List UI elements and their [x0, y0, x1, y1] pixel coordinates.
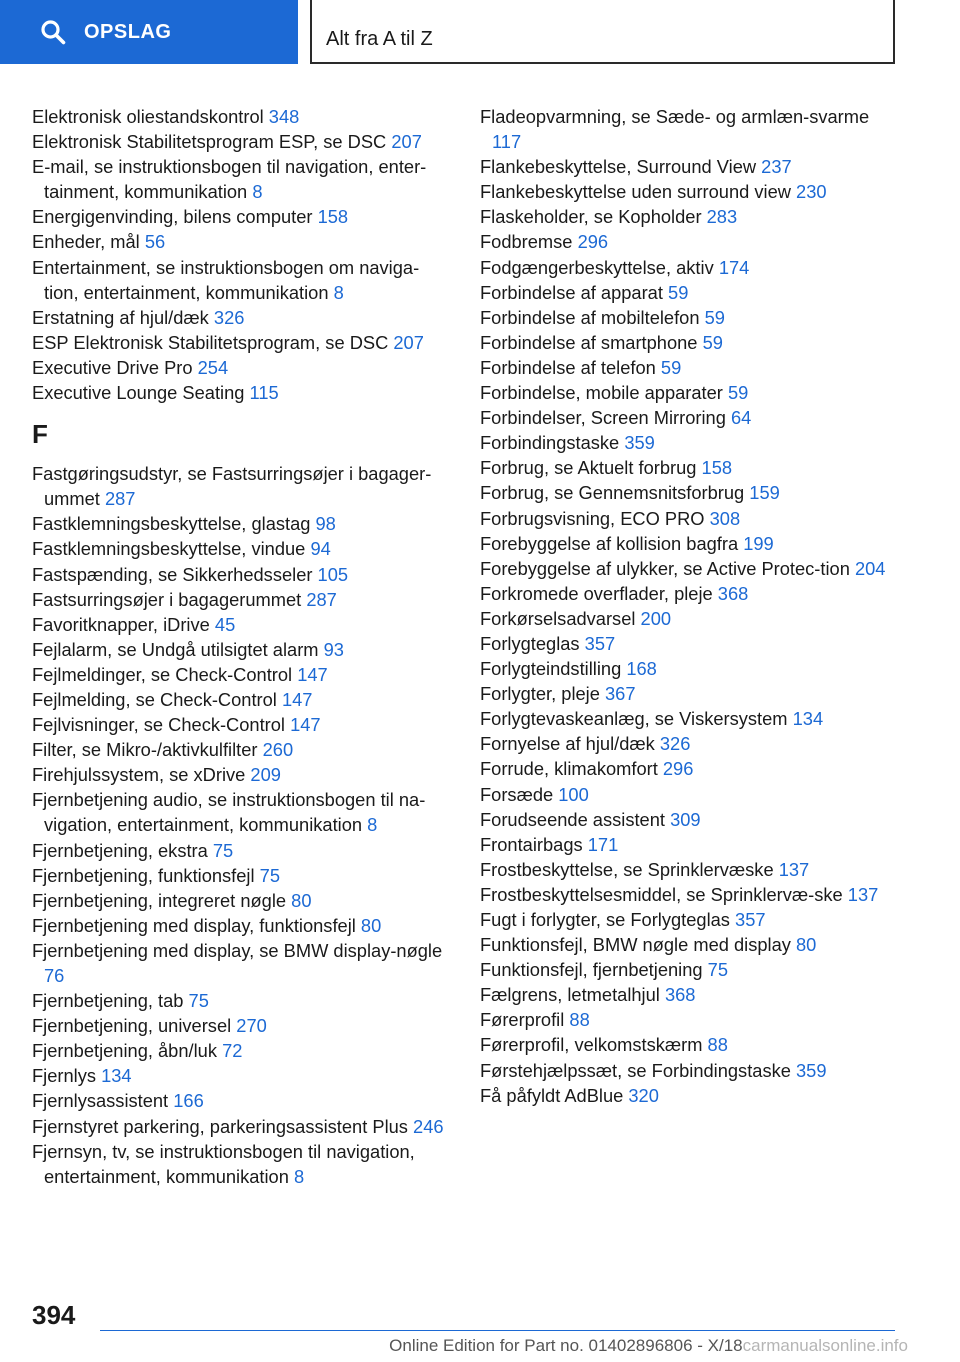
index-page-link[interactable]: 8 — [333, 281, 344, 303]
index-page-link[interactable]: 147 — [281, 688, 313, 710]
index-entry-text: Forlygteglas — [480, 632, 580, 654]
index-page-link[interactable]: 174 — [718, 256, 750, 278]
index-entry-text: E-mail, se instruktionsbogen til navigation, enter-tainment, kommunikation — [32, 156, 427, 203]
index-entry — [480, 556, 900, 581]
index-entry-text: Fjernlysassistent — [32, 1090, 169, 1112]
index-entry — [480, 1032, 900, 1057]
edition-text: Online Edition for Part no. 01402896806 - X/18 — [389, 1336, 743, 1355]
index-page-link[interactable]: 117 — [492, 131, 522, 153]
index-page-link[interactable]: 80 — [360, 914, 382, 936]
index-entry-text: Fælgrens, letmetalhjul — [480, 984, 660, 1006]
index-entry — [32, 1088, 452, 1113]
index-page-link[interactable]: 357 — [735, 909, 766, 930]
index-entry — [480, 179, 900, 204]
index-page-link[interactable]: 134 — [792, 708, 824, 730]
index-entry — [480, 104, 900, 154]
index-entry — [480, 1058, 900, 1083]
index-entry — [32, 1139, 452, 1189]
index-entry-text: Forbindelser, Screen Mirroring — [480, 407, 726, 429]
index-page-link[interactable]: 166 — [173, 1090, 204, 1112]
index-page-link[interactable]: 368 — [664, 984, 696, 1006]
index-entry-text: Fjernbetjening, åbn/luk — [32, 1040, 217, 1062]
index-entry — [480, 506, 900, 531]
index-page-link[interactable]: 237 — [761, 156, 792, 178]
index-entry — [480, 681, 900, 706]
index-page-link[interactable]: 59 — [660, 356, 682, 378]
index-entry — [32, 938, 452, 988]
index-entry — [32, 305, 452, 330]
index-page-link[interactable]: 283 — [706, 206, 738, 228]
index-page-link[interactable]: 100 — [558, 783, 589, 805]
index-entry — [32, 712, 452, 737]
index-entry — [480, 782, 900, 807]
index-letter-heading: F — [32, 419, 48, 450]
index-page-link[interactable]: 147 — [290, 714, 321, 736]
index-page-link[interactable]: 326 — [659, 733, 691, 755]
index-entry-text: Forbrugsvisning, ECO PRO — [480, 507, 705, 529]
index-entry — [480, 480, 900, 505]
index-entry — [32, 129, 452, 154]
index-entry-text: Forkørselsadvarsel — [480, 607, 636, 629]
index-page-link[interactable]: 75 — [212, 839, 234, 861]
index-entry — [32, 511, 452, 536]
index-column-left — [32, 104, 452, 1189]
index-entry — [480, 581, 900, 606]
index-page-link[interactable]: 98 — [315, 513, 336, 535]
index-entry — [32, 863, 452, 888]
index-entry-text: Favoritknapper, iDrive — [32, 613, 210, 635]
index-entry — [32, 587, 452, 612]
index-entry-text: Flankebeskyttelse uden surround view — [480, 181, 791, 203]
index-entry-text: Førerprofil — [480, 1009, 565, 1031]
index-entry-text: Frostbeskyttelsesmiddel, se Sprinklervæ-ske — [480, 883, 843, 905]
index-entry — [32, 737, 452, 762]
index-page-link[interactable]: 93 — [323, 638, 344, 660]
search-icon — [40, 19, 66, 45]
index-page-link[interactable]: 207 — [391, 131, 422, 153]
index-page-link[interactable]: 368 — [717, 582, 749, 604]
index-entry — [32, 104, 452, 129]
index-entry-text: Fjernbetjening audio, se instruktionsbogen til na-vigation, entertainment, kommunikation — [32, 789, 426, 836]
index-page-link[interactable]: 59 — [704, 306, 725, 328]
index-entry — [32, 380, 452, 405]
index-page-link[interactable]: 8 — [252, 181, 263, 203]
index-entry — [480, 957, 900, 982]
index-entry-text: Firehjulssystem, se xDrive — [32, 764, 246, 786]
section-title-box — [310, 0, 895, 64]
index-entry-text: Fjernbetjening, ekstra — [32, 839, 208, 861]
index-entry-text: Executive Lounge Seating — [32, 382, 245, 404]
footer — [389, 1336, 908, 1356]
index-entry-text: Forlygteindstilling — [480, 658, 622, 680]
index-entry — [32, 913, 452, 938]
index-page-link[interactable]: 64 — [730, 407, 752, 429]
index-entry-text: Frontairbags — [480, 833, 583, 855]
index-entry-text: Enheder, mål — [32, 231, 140, 253]
index-page-link[interactable]: 287 — [306, 588, 337, 610]
index-entry — [32, 330, 452, 355]
index-entry-text: Fjernbetjening, universel — [32, 1015, 232, 1037]
index-entry-text: Forbindelse af smartphone — [480, 331, 698, 353]
index-page-link[interactable]: 137 — [778, 858, 810, 880]
index-page-link[interactable]: 367 — [605, 683, 636, 705]
index-entry — [480, 882, 900, 907]
index-entry-text: Forkromede overflader, pleje — [480, 582, 713, 604]
index-entry-text: Forbindingstaske — [480, 432, 620, 454]
index-page-link[interactable]: 59 — [668, 281, 689, 303]
index-entry — [480, 907, 900, 932]
watermark: carmanualsonline.info — [742, 1336, 908, 1355]
index-page-link[interactable]: 75 — [188, 990, 209, 1012]
index-entry-text: Entertainment, se instruktionsbogen om naviga-tion, entertainment, kommunikation — [32, 256, 420, 303]
index-entry-text: Fjernbetjening med display, se BMW display-nøgle — [32, 939, 443, 961]
index-entry — [480, 255, 900, 280]
index-page-link[interactable]: 209 — [250, 764, 281, 786]
index-page-link[interactable]: 134 — [101, 1065, 132, 1087]
index-page-link[interactable]: 147 — [297, 663, 328, 685]
index-page-link[interactable]: 80 — [796, 934, 817, 956]
index-entry-text: Forbindelse af apparat — [480, 281, 663, 303]
index-entry — [480, 305, 900, 330]
index-entry-text: Fladeopvarmning, se Sæde- og armlæn-svarme — [480, 106, 870, 127]
index-page-link[interactable]: 137 — [847, 883, 879, 905]
index-entry-text: Executive Drive Pro — [32, 356, 193, 378]
index-entry-text: Forrude, klimakomfort — [480, 758, 658, 780]
index-entry — [480, 731, 900, 756]
page-number: 394 — [32, 1300, 76, 1330]
index-entry — [480, 1007, 900, 1032]
index-entry-text: ESP Elektronisk Stabilitetsprogram, se DSC — [32, 331, 389, 353]
index-entry-text: Flankebeskyttelse, Surround View — [480, 156, 757, 178]
index-entry-text: Fjernbetjening, integreret nøgle — [32, 889, 287, 911]
index-entry-text: Fodgængerbeskyttelse, aktiv — [480, 256, 714, 278]
index-entry-text: Fjernsyn, tv, se instruktionsbogen til navigation, entertainment, kommunikation — [32, 1140, 415, 1187]
index-page-link[interactable]: 200 — [640, 607, 672, 629]
index-entry-text: Forbindelse af mobiltelefon — [480, 306, 700, 328]
index-entry — [32, 461, 452, 511]
index-entry-text: Forlygtevaskeanlæg, se Viskersystem — [480, 708, 788, 730]
index-entry — [32, 988, 452, 1013]
index-entry-text: Fodbremse — [480, 231, 573, 253]
index-entry — [32, 229, 452, 254]
index-entry — [480, 606, 900, 631]
index-entry — [480, 280, 900, 305]
index-entry — [32, 536, 452, 561]
index-entry-text: Fjernstyret parkering, parkeringsassistent Plus — [32, 1115, 408, 1137]
index-entry-text: Elektronisk Stabilitetsprogram ESP, se DSC — [32, 131, 387, 153]
index-entry-text: Forlygter, pleje — [480, 683, 600, 705]
index-entry — [480, 1083, 900, 1108]
index-entry-text: Fugt i forlygter, se Forlygteglas — [480, 909, 730, 930]
index-page-link[interactable]: 56 — [144, 231, 166, 253]
index-entry — [480, 756, 900, 781]
index-page-link[interactable]: 270 — [236, 1015, 267, 1037]
index-page-link[interactable]: 88 — [569, 1009, 590, 1031]
index-page-link[interactable]: 8 — [293, 1165, 305, 1187]
index-entry — [32, 355, 452, 380]
index-entry — [480, 531, 900, 556]
index-entry-text: Fjernbetjening med display, funktionsfejl — [32, 914, 356, 936]
index-page-link[interactable]: 45 — [214, 613, 236, 635]
index-page-link[interactable]: 359 — [624, 432, 655, 454]
index-page-link[interactable]: 320 — [628, 1084, 659, 1106]
index-entry-text: Filter, se Mikro-/aktivkulfilter — [32, 739, 258, 761]
index-page-link[interactable]: 260 — [262, 739, 294, 761]
index-entry-text: Fastsurringsøjer i bagagerummet — [32, 588, 302, 610]
index-page-link[interactable]: 357 — [584, 632, 616, 654]
index-entry — [32, 687, 452, 712]
index-entry — [32, 838, 452, 863]
index-page-link[interactable]: 171 — [587, 833, 619, 855]
index-entry-text: Fejlmelding, se Check-Control — [32, 688, 277, 710]
index-page-link[interactable]: 296 — [662, 758, 694, 780]
index-entry-text: Forbindelse af telefon — [480, 356, 656, 378]
index-entry — [480, 455, 900, 480]
index-entry — [32, 255, 452, 305]
index-entry-text: Fastklemningsbeskyttelse, vindue — [32, 538, 306, 560]
section-title: Alt fra A til Z — [326, 28, 433, 50]
index-page-link[interactable]: 309 — [670, 808, 701, 830]
index-entry-text: Forudseende assistent — [480, 808, 665, 830]
index-entry — [480, 631, 900, 656]
index-entry-text: Førstehjælpssæt, se Forbindingstaske — [480, 1059, 791, 1081]
index-entry — [480, 405, 900, 430]
index-entry-text: Fejlalarm, se Undgå utilsigtet alarm — [32, 638, 319, 660]
index-page-link[interactable]: 72 — [222, 1040, 243, 1062]
index-page-link[interactable]: 8 — [367, 814, 378, 836]
index-entry — [480, 229, 900, 254]
index-entry-text: Energigenvinding, bilens computer — [32, 206, 313, 228]
index-page-link[interactable]: 76 — [44, 965, 65, 986]
index-entry-text: Få påfyldt AdBlue — [480, 1084, 624, 1106]
opslag-tab-label: OPSLAG — [84, 20, 172, 43]
index-entry — [32, 787, 452, 837]
index-entry — [32, 637, 452, 662]
index-entry — [480, 154, 900, 179]
index-page-link[interactable]: 115 — [249, 382, 279, 404]
index-entry-text: Erstatning af hjul/dæk — [32, 306, 209, 328]
index-entry-text: Funktionsfejl, fjernbetjening — [480, 959, 703, 981]
index-page-link[interactable]: 80 — [291, 889, 312, 911]
index-page-link[interactable]: 158 — [701, 457, 733, 479]
index-entry — [32, 612, 452, 637]
index-entry-text: Fjernbetjening, funktionsfejl — [32, 864, 255, 886]
index-entry — [32, 762, 452, 787]
index-page-link[interactable]: 359 — [796, 1059, 827, 1081]
index-page-link[interactable]: 94 — [310, 538, 331, 560]
index-page-link[interactable]: 246 — [413, 1115, 444, 1137]
index-page-link[interactable]: 88 — [707, 1034, 728, 1056]
index-entry — [32, 1063, 452, 1088]
index-page-link[interactable]: 59 — [702, 331, 723, 353]
index-page-link[interactable]: 105 — [317, 563, 349, 585]
index-entry-text: Forbindelse, mobile apparater — [480, 382, 723, 404]
index-page-link[interactable]: 204 — [854, 557, 886, 579]
index-entry-text: Fejlmeldinger, se Check-Control — [32, 663, 293, 685]
index-page-link[interactable]: 158 — [317, 206, 349, 228]
index-page-link[interactable]: 230 — [796, 181, 827, 203]
index-entry — [480, 430, 900, 455]
index-entry-text: Forbrug, se Aktuelt forbrug — [480, 457, 697, 479]
index-entry — [32, 1038, 452, 1063]
index-page-link[interactable]: 308 — [709, 507, 741, 529]
index-page-link[interactable]: 326 — [213, 306, 245, 328]
index-entry-text: Fastgøringsudstyr, se Fastsurringsøjer i bagager-ummet — [32, 463, 432, 510]
index-entry — [480, 656, 900, 681]
index-entry — [32, 154, 452, 204]
index-entry-text: Forbrug, se Gennemsnitsforbrug — [480, 482, 745, 504]
index-entry — [480, 807, 900, 832]
index-entry — [480, 380, 900, 405]
index-page-link[interactable]: 287 — [104, 488, 136, 510]
index-entry-text: Fornyelse af hjul/dæk — [480, 733, 655, 755]
index-entry — [480, 832, 900, 857]
index-entry — [480, 982, 900, 1007]
index-page-link[interactable]: 254 — [197, 356, 229, 378]
index-page-link[interactable]: 207 — [393, 331, 424, 353]
index-page-link[interactable]: 159 — [749, 482, 780, 504]
index-entry-text: Førerprofil, velkomstskærm — [480, 1034, 703, 1056]
index-entry — [480, 857, 900, 882]
index-entry — [32, 1114, 452, 1139]
index-entry-text: Frostbeskyttelse, se Sprinklervæske — [480, 858, 774, 880]
index-entry-text: Fastspænding, se Sikkerhedsseler — [32, 563, 313, 585]
index-entry-text: Fjernbetjening, tab — [32, 990, 184, 1012]
index-page-link[interactable]: 296 — [577, 231, 609, 253]
index-entry-text: Elektronisk oliestandskontrol — [32, 106, 264, 127]
index-entry — [32, 1013, 452, 1038]
index-column-right — [480, 104, 900, 1108]
index-entry — [32, 662, 452, 687]
index-entry — [32, 888, 452, 913]
index-entry — [480, 932, 900, 957]
index-entry-text: Forebyggelse af ulykker, se Active Protec-tion — [480, 557, 850, 579]
index-entry — [32, 562, 452, 587]
index-entry — [480, 204, 900, 229]
index-entry-text: Flaskeholder, se Kopholder — [480, 206, 702, 228]
index-page-link[interactable]: 75 — [707, 959, 728, 981]
footer-divider — [100, 1330, 895, 1331]
index-page-link[interactable]: 199 — [743, 532, 774, 554]
index-entry — [480, 706, 900, 731]
index-page-link[interactable]: 348 — [268, 106, 300, 127]
index-entry — [480, 330, 900, 355]
index-entry — [32, 204, 452, 229]
index-page-link[interactable]: 168 — [626, 658, 657, 680]
index-entry-text: Fastklemningsbeskyttelse, glastag — [32, 513, 311, 535]
index-entry-text: Forebyggelse af kollision bagfra — [480, 532, 739, 554]
index-page-link[interactable]: 59 — [727, 382, 749, 404]
opslag-tab[interactable] — [0, 0, 298, 64]
index-page-link[interactable]: 75 — [259, 864, 280, 886]
index-entry-text: Fejlvisninger, se Check-Control — [32, 714, 285, 736]
index-entry-text: Funktionsfejl, BMW nøgle med display — [480, 934, 791, 956]
index-entry-text: Fjernlys — [32, 1065, 96, 1087]
index-entry-text: Forsæde — [480, 783, 554, 805]
index-entry — [480, 355, 900, 380]
